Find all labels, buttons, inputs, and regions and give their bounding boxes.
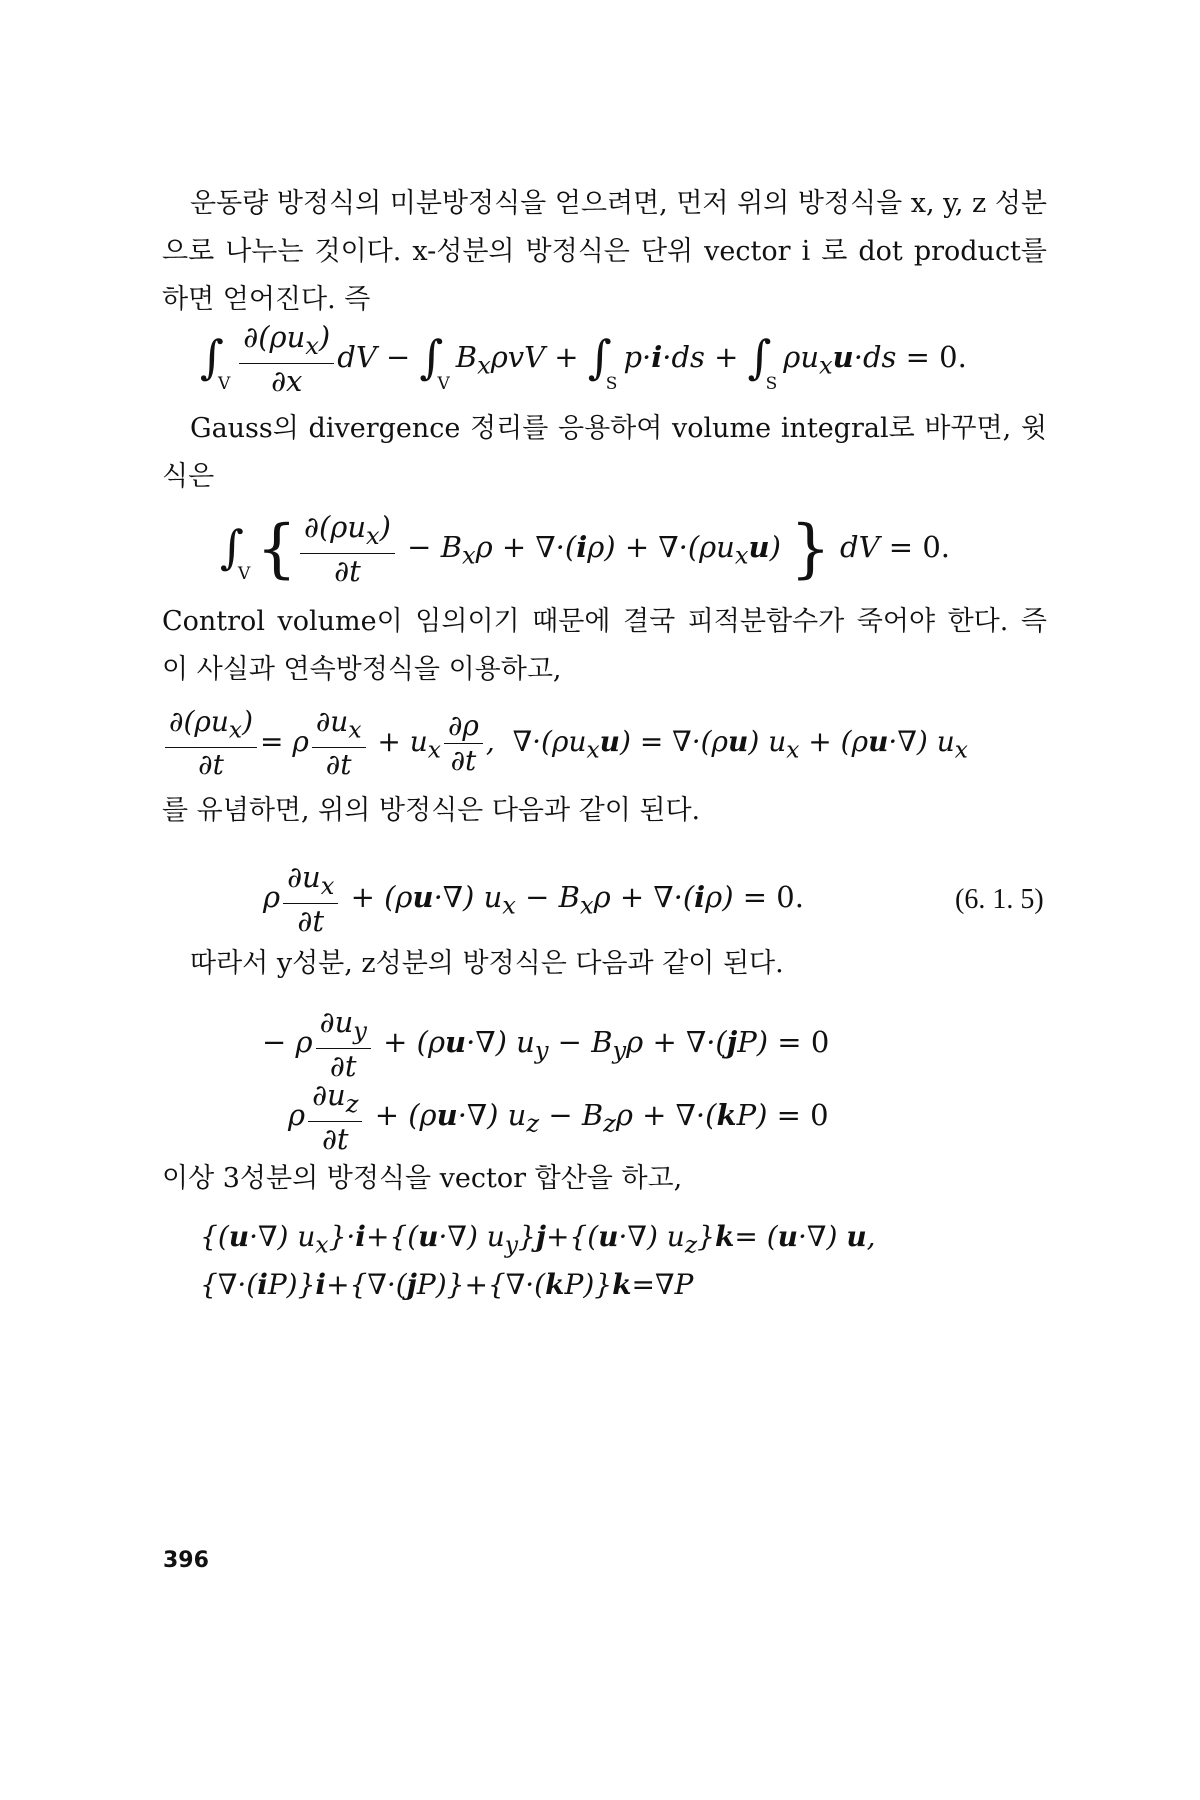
paragraph-y-z-components: 따라서 y성분, z성분의 방정식은 다음과 같이 된다.: [190, 948, 784, 979]
paragraph-momentum-intro: 운동량 방정식의 미분방정식을 얻으려면, 먼저 위의 방정식을 x, y, z 성분으로 나누는 것이다. x-성분의 방정식은 단위 vector i 로 dot product를 하면 얻어진다. 즉: [162, 188, 1047, 315]
equation-y-momentum: − ρ $\frac{\partial u_y}{\partial t}$ + (ρu·∇) $u_y - B_y\rho + \nabla\cdot(jP) = 0$: [262, 1005, 830, 1083]
paragraph-control-volume: Control volume이 임의이기 때문에 결국 피적분함수가 죽어야 한다. 즉 이 사실과 연속방정식을 이용하고,: [162, 606, 1047, 685]
page-number: 396: [163, 1548, 209, 1573]
equation-convective-sum: {(u·∇) $u_x\}\cdot i+\{(u\cdot\nabla)$ $u_y\}j+\{(u\cdot\nabla)$ $u_z\}k= (u\cdot\nabla)$ u,: [200, 1220, 876, 1259]
equation-product-rule: $\frac{\partial(\rho u_x)}{\partial t}$ = ρ $\frac{\partial u_x}{\partial t}$ + $u_x$ $\frac{\partial\rho}{\partial t}$ , $\nabla\cdot(\rho u_xu) = \nabla\cdot(\rho u) u_x + (\rho u\cdot\nabla)$ $u_x$: [162, 705, 968, 782]
paragraph-noting: 를 유념하면, 위의 방정식은 다음과 같이 된다.: [162, 795, 701, 826]
equation-integral-x-component: $\int_V$ $\frac{\partial(\rho u_x)}{\partial x}$ dV − $\int_VB_x\rho vV + \int_Sp\cdot i\cdot ds + \int_S\rho u_xu\cdot ds = 0$.: [200, 320, 967, 398]
equation-z-momentum: ρ $\frac{\partial u_z}{\partial t}$ + (ρu·∇) $u_z - B_z\rho + \nabla\cdot(kP) = 0$: [288, 1078, 829, 1156]
equation-volume-integral: $\int_V${ $\frac{\partial(\rho u_x)}{\partial t}$ − $B_x\rho + \nabla\cdot(i\rho) + \nabla\cdot(\rho u_xu)$ } dV = 0.: [220, 510, 950, 588]
equation-pressure-gradient-sum: {∇·(iP)}i+{∇·(jP)}+{∇·(kP)}k=∇P: [200, 1268, 694, 1301]
paragraph-vector-sum: 이상 3성분의 방정식을 vector 합산을 하고,: [162, 1163, 683, 1194]
paragraph-gauss-divergence: Gauss의 divergence 정리를 응용하여 volume integral로 바꾸면, 윗식은: [162, 413, 1047, 492]
equation-x-momentum: ρ $\frac{\partial u_x}{\partial t}$ + (ρu·∇) $u_x - B_x\rho + \nabla\cdot(i\rho) = 0$.: [263, 860, 804, 938]
equation-number: (6. 1. 5): [955, 884, 1044, 915]
